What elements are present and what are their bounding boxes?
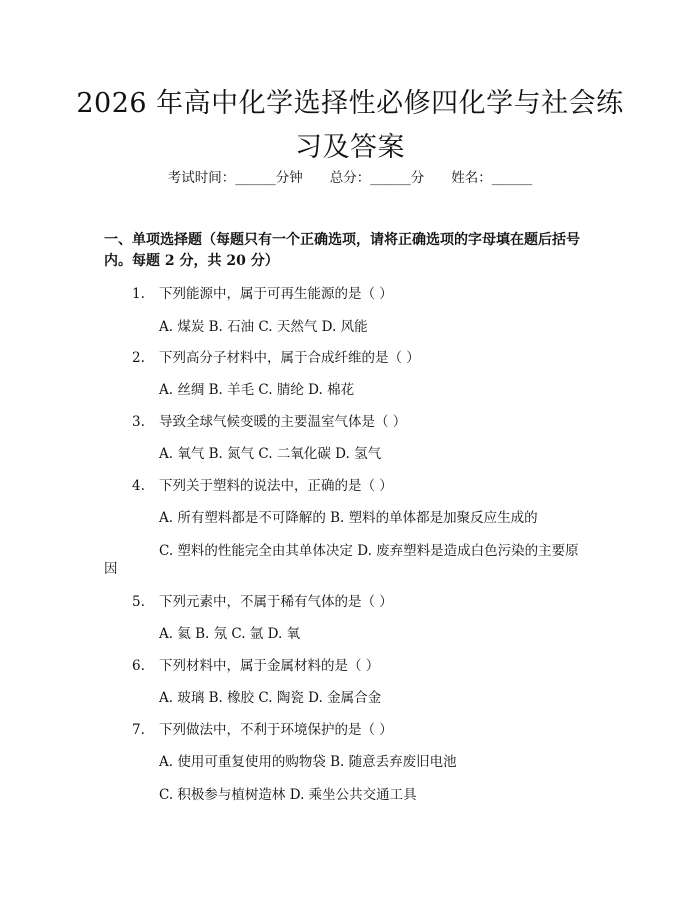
question-1-options: A. 煤炭 B. 石油 C. 天然气 D. 风能 — [159, 319, 368, 335]
question-4-options-1: A. 所有塑料都是不可降解的 B. 塑料的单体都是加聚反应生成的 — [159, 510, 538, 526]
question-7-options-1: A. 使用可重复使用的购物袋 B. 随意丢弃废旧电池 — [159, 754, 457, 770]
question-number: 5. — [132, 594, 145, 610]
question-6 — [132, 654, 379, 674]
question-1 — [132, 282, 393, 302]
exam-info: 考试时间：______分钟 总分：______分 姓名：______ — [167, 170, 533, 186]
title-line-1: 2026 年高中化学选择性必修四化学与社会练 — [76, 88, 624, 119]
question-number: 1. — [132, 286, 145, 302]
question-text: 下列能源中，属于可再生能源的是（ ） — [159, 286, 393, 302]
question-number: 6. — [132, 658, 145, 674]
question-text: 导致全球气候变暖的主要温室气体是（ ） — [159, 414, 407, 430]
question-number: 4. — [132, 478, 145, 494]
question-4 — [132, 474, 393, 494]
question-4-options-wrap: 因 — [104, 561, 118, 577]
question-text: 下列做法中，不利于环境保护的是（ ） — [159, 722, 393, 738]
question-text: 下列高分子材料中，属于合成纤维的是（ ） — [159, 350, 420, 366]
question-number: 7. — [132, 722, 145, 738]
section-heading: 一、单项选择题（每题只有一个正确选项，请将正确选项的字母填在题后括号内。每题 2 分，共 20 分） — [104, 232, 580, 269]
document-title — [0, 82, 700, 170]
question-5 — [132, 590, 393, 610]
question-4-options-2: C. 塑料的性能完全由其单体决定 D. 废弃塑料是造成白色污染的主要原 — [159, 543, 579, 559]
question-number: 2. — [132, 350, 145, 366]
question-text: 下列材料中，属于金属材料的是（ ） — [159, 658, 380, 674]
question-2 — [132, 346, 420, 366]
question-6-options: A. 玻璃 B. 橡胶 C. 陶瓷 D. 金属合金 — [159, 690, 382, 706]
question-text: 下列元素中，不属于稀有气体的是（ ） — [159, 594, 393, 610]
question-number: 3. — [132, 414, 145, 430]
question-5-options: A. 氦 B. 氖 C. 氩 D. 氧 — [159, 626, 301, 642]
question-text: 下列关于塑料的说法中，正确的是（ ） — [159, 478, 393, 494]
question-7 — [132, 718, 393, 738]
question-3 — [132, 410, 406, 430]
question-3-options: A. 氧气 B. 氮气 C. 二氧化碳 D. 氢气 — [159, 446, 382, 462]
title-line-2: 习及答案 — [295, 132, 405, 163]
question-7-options-2: C. 积极参与植树造林 D. 乘坐公共交通工具 — [159, 787, 417, 803]
question-2-options: A. 丝绸 B. 羊毛 C. 腈纶 D. 棉花 — [159, 382, 355, 398]
